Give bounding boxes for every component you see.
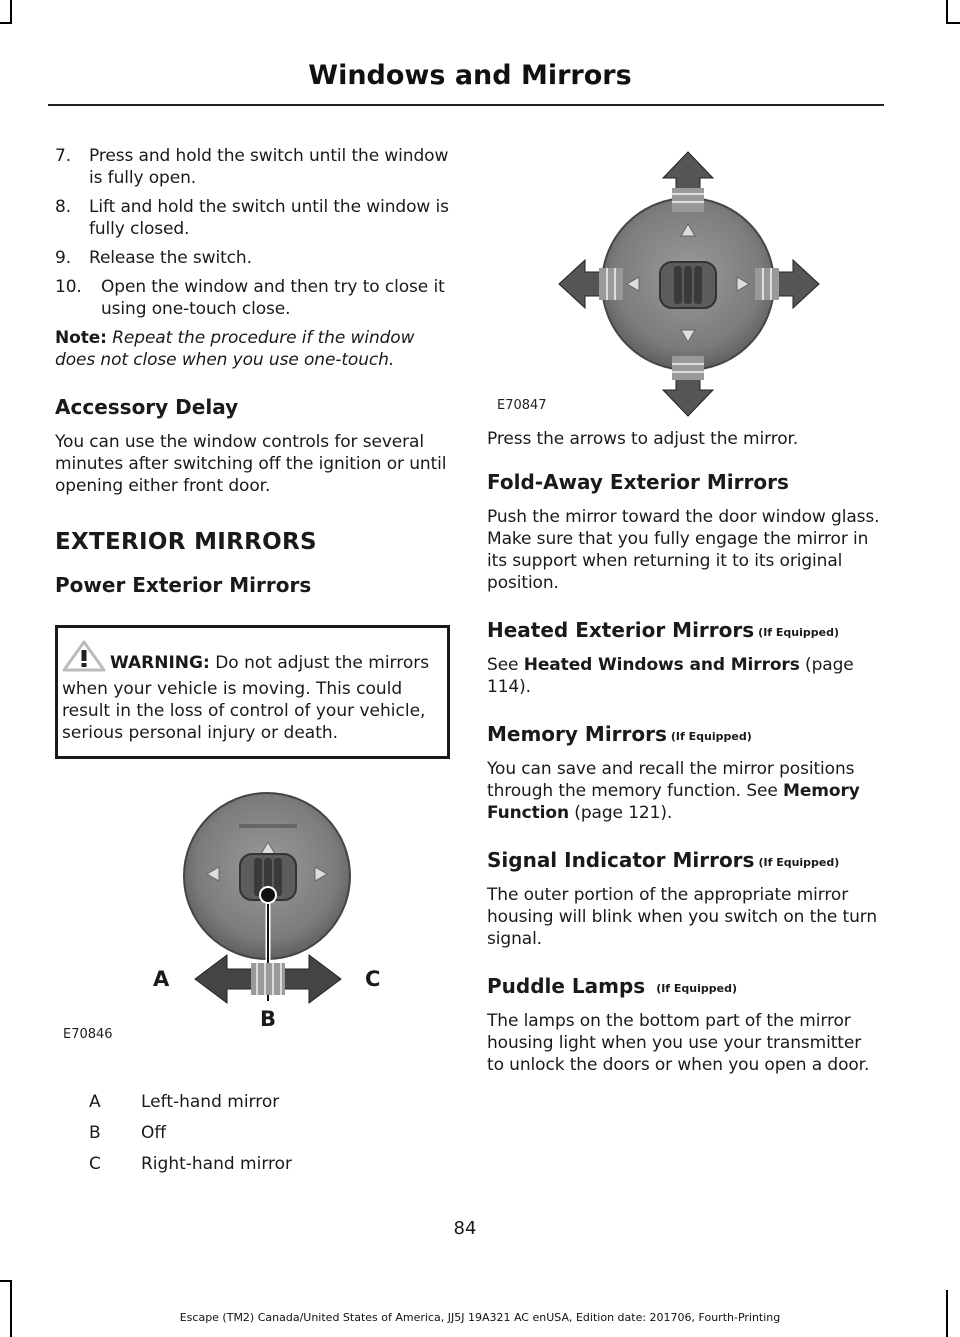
signal-text: The outer portion of the appropriate mirror housing will blink when you switch on the turn signal. <box>487 885 878 949</box>
crop-mark <box>946 0 948 24</box>
accessory-delay-text: You can use the window controls for several minutes after switching off the ignition or until opening either front door. <box>55 432 447 496</box>
crop-mark <box>10 0 12 24</box>
page-ref: (page 114). <box>487 655 854 697</box>
warning-text: Do not adjust the mirrors when your vehicle is moving. This could result in the loss of control of your vehicle, serious personal injury or death. <box>62 653 430 743</box>
figure-code: E70847 <box>497 398 547 413</box>
step-text: Press and hold the switch until the window is fully open. <box>89 146 449 188</box>
foldaway-heading: Fold-Away Exterior Mirrors <box>487 470 789 494</box>
mirror-arrows-illustration <box>487 148 882 420</box>
if-equipped-label: (If Equipped) <box>670 730 752 743</box>
step-number: 7. <box>55 146 72 166</box>
signal-heading <box>487 848 882 872</box>
page-ref: (page 121). <box>574 803 673 823</box>
legend-value: Left-hand mirror <box>141 1092 280 1112</box>
if-equipped-label: (If Equipped) <box>758 856 840 869</box>
accessory-delay-heading: Accessory Delay <box>55 395 239 419</box>
note-label: Note: <box>55 328 107 348</box>
list-item <box>55 145 450 189</box>
legend-table <box>55 1091 450 1175</box>
foldaway-text: Push the mirror toward the door window glass. Make sure that you fully engage the mirror in its support when returning it to its original position. <box>487 507 880 593</box>
callout-b: B <box>260 1007 277 1031</box>
step-number: 10. <box>55 277 82 297</box>
footer-text: Escape (TM2) Canada/United States of America, JJ5J 19A321 AC enUSA, Edition date: 201706, Fourth-Printing <box>179 1311 781 1324</box>
right-text <box>487 428 882 1076</box>
callout-a: A <box>153 967 170 991</box>
step-number: 9. <box>55 248 72 268</box>
signal-heading-text: Signal Indicator Mirrors <box>487 848 755 872</box>
crop-mark <box>10 1280 12 1337</box>
memory-heading-text: Memory Mirrors <box>487 722 667 746</box>
puddle-heading-text: Puddle Lamps <box>487 974 646 998</box>
heated-windows-link[interactable]: Heated Windows and Mirrors <box>523 655 800 675</box>
list-item <box>55 247 450 269</box>
page-title: Windows and Mirrors <box>308 60 632 91</box>
puddle-heading <box>487 974 882 998</box>
list-item <box>55 276 450 320</box>
power-mirrors-heading: Power Exterior Mirrors <box>55 573 312 597</box>
list-item <box>55 196 450 240</box>
press-arrows-text: Press the arrows to adjust the mirror. <box>487 429 799 449</box>
step-text: Lift and hold the switch until the window is fully closed. <box>89 197 449 239</box>
legend-key: C <box>89 1154 101 1174</box>
crop-mark <box>946 22 960 24</box>
callout-c: C <box>365 967 381 991</box>
memory-heading <box>487 722 882 746</box>
table-row <box>55 1122 450 1144</box>
legend-key: A <box>89 1092 101 1112</box>
step-text: Release the switch. <box>89 248 252 268</box>
step-text: Open the window and then try to close it using one-touch close. <box>101 277 445 319</box>
note <box>55 327 450 371</box>
heated-heading-text: Heated Exterior Mirrors <box>487 618 755 642</box>
crop-mark <box>0 1280 12 1282</box>
legend-key: B <box>89 1123 101 1143</box>
section-heading: EXTERIOR MIRRORS <box>55 529 317 555</box>
legend-value: Right-hand mirror <box>141 1154 293 1174</box>
mirror-switch-figure <box>55 759 450 1079</box>
warning-box <box>55 625 450 759</box>
see-label: See <box>487 655 519 675</box>
memory-body: You can save and recall the mirror positions through the memory function. <box>487 759 855 801</box>
memory-function-link[interactable]: Memory Function <box>487 781 860 823</box>
see-label: See <box>746 781 778 801</box>
figure-code: E70846 <box>63 1027 113 1042</box>
left-column <box>55 145 450 1184</box>
mirror-control-illustration <box>55 759 450 1079</box>
legend-value: Off <box>141 1123 167 1143</box>
step-number: 8. <box>55 197 72 217</box>
heated-heading <box>487 618 882 642</box>
if-equipped-label: (If Equipped) <box>656 982 738 995</box>
crop-mark <box>0 22 12 24</box>
table-row <box>55 1153 450 1175</box>
memory-text <box>487 758 882 824</box>
warning-triangle-icon <box>62 640 106 678</box>
note-text: Repeat the procedure if the window does not close when you use one-touch. <box>55 328 415 370</box>
warning-label: WARNING: <box>110 653 210 673</box>
puddle-text: The lamps on the bottom part of the mirror housing light when you use your transmitter to unlock the doors or when you open a door. <box>487 1011 870 1075</box>
mirror-adjust-figure <box>487 148 882 420</box>
page-number: 84 <box>453 1218 477 1239</box>
heated-text <box>487 654 882 698</box>
header-divider <box>48 104 884 106</box>
table-row <box>55 1091 450 1113</box>
if-equipped-label: (If Equipped) <box>758 626 840 639</box>
